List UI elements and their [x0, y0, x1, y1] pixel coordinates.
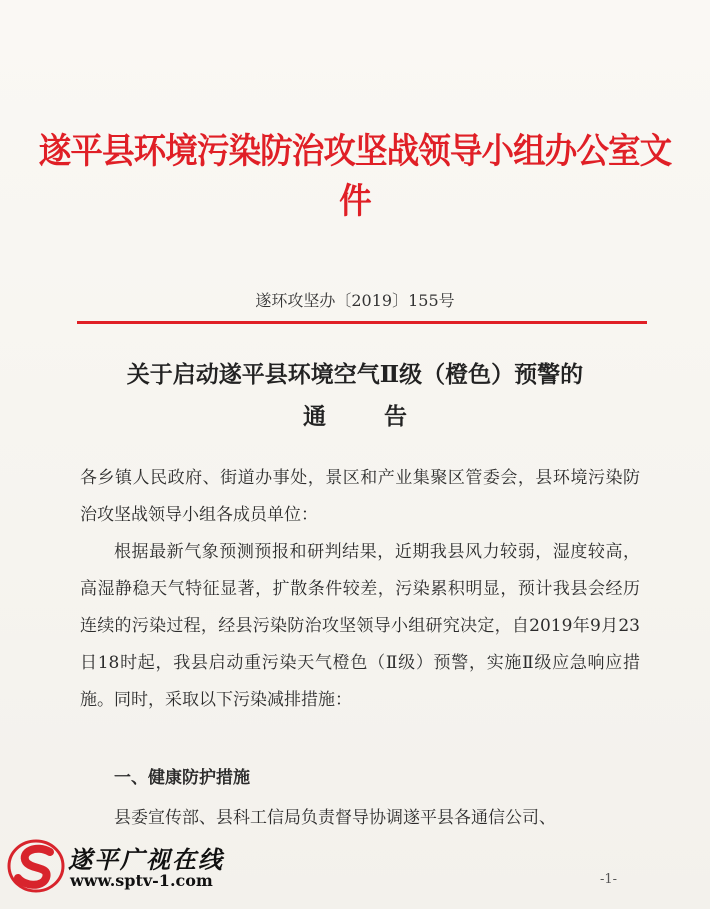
addressee: 各乡镇人民政府、街道办事处，景区和产业集聚区管委会，县环境污染防治攻坚战领导小组各成员单位： [80, 468, 640, 525]
notice-title-line2: 通告 [303, 403, 465, 430]
notice-title-line1: 关于启动遂平县环境空气Ⅱ级（橙色）预警的 [126, 361, 584, 388]
sptv-logo-icon [6, 838, 68, 894]
section-heading: 一、健康防护措施 [114, 768, 250, 788]
body-paragraph-2: 县委宣传部、县科工信局负责督导协调遂平县各通信公司、 [114, 808, 556, 828]
station-watermark [6, 838, 256, 898]
body-paragraph-1: 根据最新气象预测预报和研判结果，近期我县风力较弱，湿度较高，高湿静稳天气特征显著，扩散条件较差，污染累积明显，预计我县会经历连续的污染过程，经县污染防治攻坚领导小组研究决定，自2019年9月23日18时起，我县启动重污染天气橙色（Ⅱ级）预警，实施Ⅱ级应急响应措施。同时，采取以下污染减排措施： [80, 542, 640, 710]
document-number: 遂环攻坚办〔2019〕155号 [255, 291, 455, 310]
station-name: 遂平广视在线 [68, 846, 224, 874]
station-url: www.sptv-1.com [70, 871, 213, 890]
page-number: -1- [600, 872, 618, 887]
red-divider [77, 321, 647, 324]
document-header: 遂平县环境污染防治攻坚战领导小组办公室文件 [38, 131, 672, 222]
